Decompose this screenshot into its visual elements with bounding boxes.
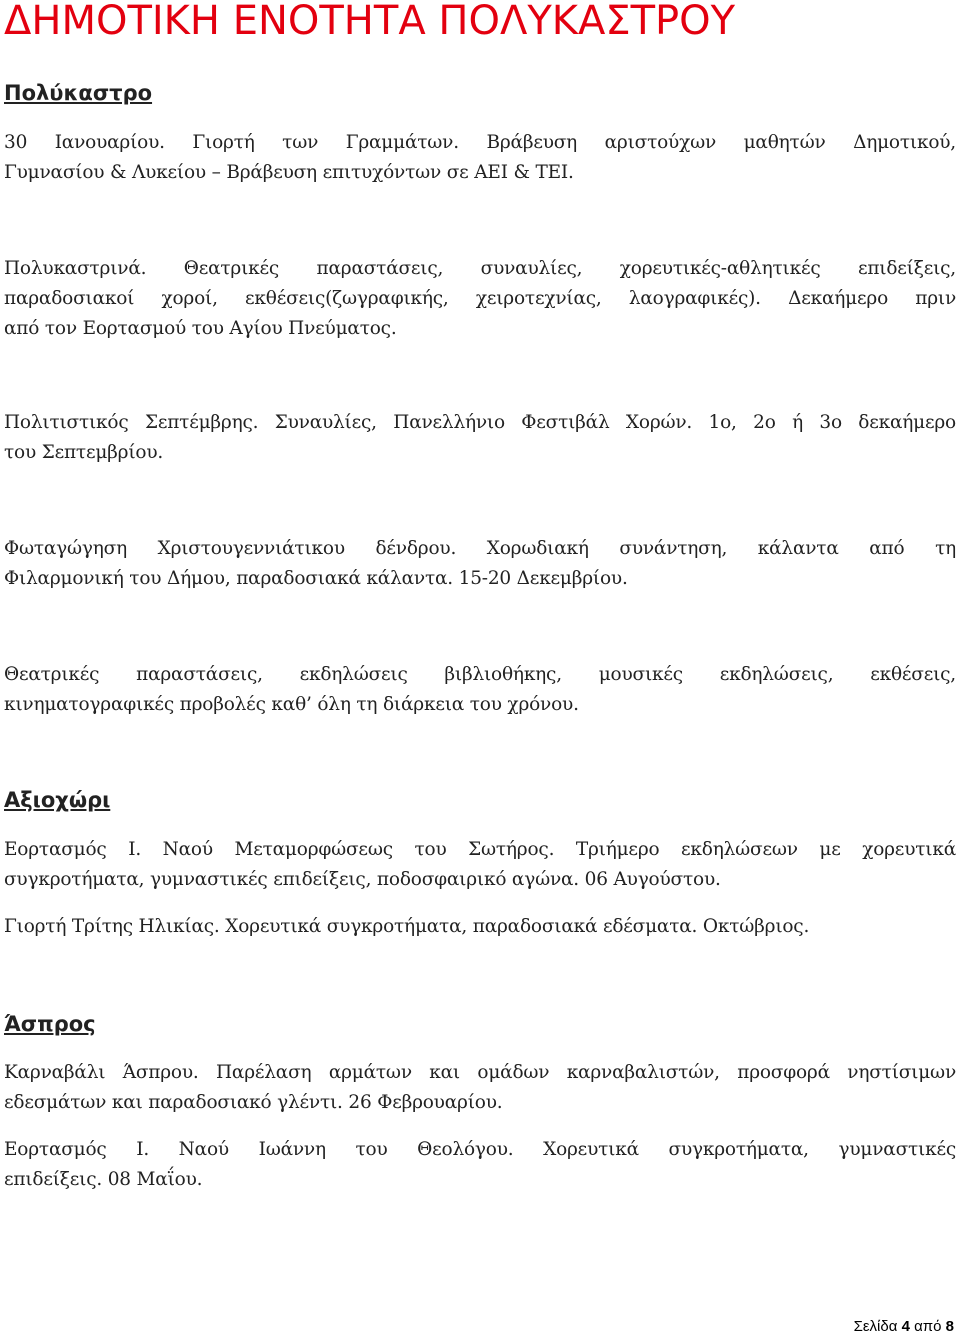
paragraph (4, 1135, 956, 1195)
paragraph (4, 660, 956, 720)
paragraph-line: Θεατρικές παραστάσεις, εκδηλώσεις βιβλιοθήκης, μουσικές εκδηλώσεις, εκθέσεις, (4, 664, 956, 685)
paragraph-line: από τον Εορτασμού του Αγίου Πνεύματος. (4, 318, 397, 339)
paragraph-line: εδεσμάτων και παραδοσιακό γλέντι. 26 Φεβρουαρίου. (4, 1092, 503, 1113)
paragraph-line: επιδείξεις. 08 Μαΐου. (4, 1169, 203, 1190)
paragraph-line: του Σεπτεμβρίου. (4, 442, 164, 463)
page-title: ΔΗΜΟΤΙΚΗ ΕΝΟΤΗΤΑ ΠΟΛΥΚΑΣΤΡΟΥ (4, 0, 736, 44)
paragraph (4, 408, 956, 468)
page-number: 4 (901, 1318, 910, 1335)
paragraph-line: Εορτασμός Ι. Ναού Μεταμορφώσεως του Σωτήρος. Τριήμερο εκδηλώσεων με χορευτικά (4, 839, 956, 860)
paragraph-line: συγκροτήματα, γυμναστικές επιδείξεις, ποδοσφαιρικό αγώνα. 06 Αυγούστου. (4, 869, 721, 890)
paragraph-line: Γυμνασίου & Λυκείου – Βράβευση επιτυχόντων σε ΑΕΙ & ΤΕΙ. (4, 162, 574, 183)
paragraph-line: κινηματογραφικές προβολές καθ’ όλη τη διάρκεια του χρόνου. (4, 694, 579, 715)
page-total: 8 (945, 1318, 954, 1335)
of-label: από (914, 1318, 942, 1335)
paragraph-line: Πολιτιστικός Σεπτέμβρης. Συναυλίες, Πανελλήνιο Φεστιβάλ Χορών. 1ο, 2ο ή 3ο δεκαήμερο (4, 412, 956, 433)
paragraph (4, 1058, 956, 1118)
section-heading-axiochori: Αξιοχώρι (4, 788, 111, 812)
paragraph (4, 835, 956, 895)
paragraph (4, 534, 956, 594)
paragraph-line: Εορτασμός Ι. Ναού Ιωάννη του Θεολόγου. Χορευτικά συγκροτήματα, γυμναστικές (4, 1139, 956, 1160)
paragraph-line: Πολυκαστρινά. Θεατρικές παραστάσεις, συναυλίες, χορευτικές-αθλητικές επιδείξεις, (4, 258, 956, 279)
page-label: Σελίδα (853, 1318, 898, 1335)
paragraph-line: 30 Ιανουαρίου. Γιορτή των Γραμμάτων. Βράβευση αριστούχων μαθητών Δημοτικού, (4, 132, 956, 153)
page-footer (854, 1318, 954, 1335)
section-heading-polykastro: Πολύκαστρο (4, 81, 153, 105)
paragraph-line: Γιορτή Τρίτης Ηλικίας. Χορευτικά συγκροτήματα, παραδοσιακά εδέσματα. Οκτώβριος. (4, 916, 810, 937)
paragraph-line: Καρναβάλι Άσπρου. Παρέλαση αρμάτων και ομάδων καρναβαλιστών, προσφορά νηστίσιμων (4, 1062, 956, 1083)
paragraph-line: παραδοσιακοί χοροί, εκθέσεις(ζωγραφικής, χειροτεχνίας, λαογραφικές). Δεκαήμερο πριν (4, 288, 956, 309)
paragraph (4, 128, 956, 188)
paragraph (4, 912, 956, 942)
section-heading-aspros: Άσπρος (4, 1012, 96, 1036)
paragraph-line: Φιλαρμονική του Δήμου, παραδοσιακά κάλαντα. 15-20 Δεκεμβρίου. (4, 568, 628, 589)
paragraph (4, 254, 956, 344)
paragraph-line: Φωταγώγηση Χριστουγεννιάτικου δένδρου. Χορωδιακή συνάντηση, κάλαντα από τη (4, 538, 956, 559)
